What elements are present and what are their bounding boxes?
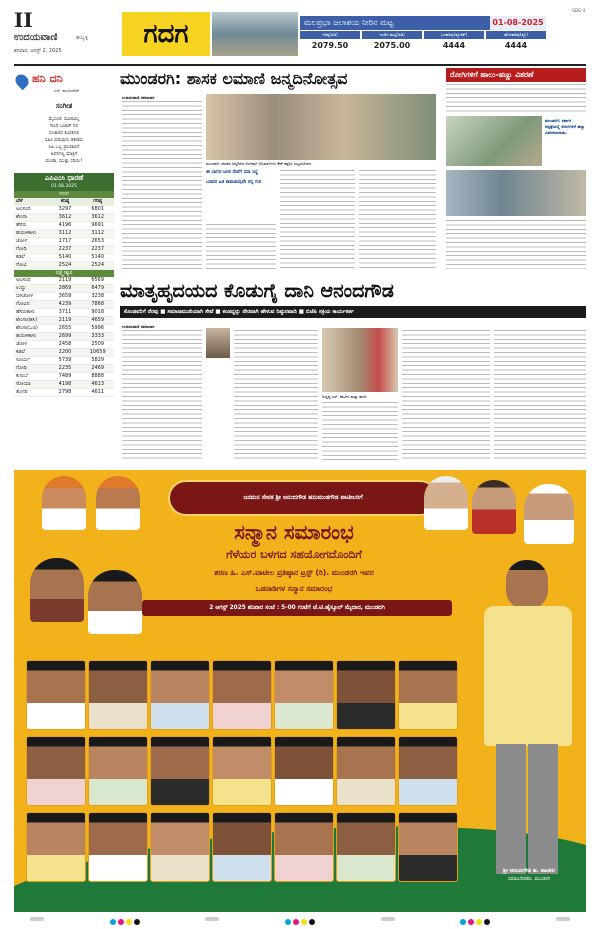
table-row: [14, 230, 114, 238]
crop-name: ಹೆಸರುಕಾಳು: [16, 309, 35, 315]
crop-name: ಹುರುಳಿಕಾಳು: [16, 333, 37, 339]
article1-col1: [122, 101, 202, 269]
dam-header: ಒಳಹರಿವು(ಕ್ಯೂಸೆಕ್): [424, 31, 484, 39]
article2-side: ಮುಂಡರಗಿ: ಸರ್ಕಾರಿ ಆಸ್ಪತ್ರೆಯಲ್ಲಿ ರೋಗಿಗಳಿಗೆ ಹಣ್ಣು ವಿತರಿಸಲಾಯಿತು.: [545, 118, 585, 135]
portrait-top-5: [524, 484, 574, 544]
article1-col4: [359, 170, 436, 269]
table-row: [14, 357, 114, 365]
city-box: [122, 12, 210, 56]
quote-2: ಬಡವರ ಹಿತ ಕಾಪಾಡುವುದೇ ನನ್ನ ಗುರಿ: [206, 180, 262, 185]
city-name: ಗದಗ: [143, 19, 189, 49]
color-dots: [109, 910, 141, 929]
date-line: ಶನಿವಾರ, ಆಗಸ್ಟ್ 2, 2025: [14, 48, 62, 54]
min-price: 4196: [58, 222, 72, 228]
crop-name: ಅಲಸಂದಿ: [16, 206, 31, 212]
crop-name: ಅಲಸಂದಿ: [16, 277, 31, 283]
honoree-portrait: [88, 736, 148, 806]
max-price: 3238: [91, 293, 105, 299]
honoree-portrait: [212, 812, 272, 882]
max-price: 6569: [91, 277, 105, 283]
crop-name: ಉದ್ದು: [16, 285, 26, 291]
article3-col2: [234, 330, 318, 460]
honoree-portrait: [336, 736, 396, 806]
article1-byline: ಉದಯವಾಣಿ ಸಮಾಚಾರ: [122, 95, 155, 100]
paper-name: ಉದಯವಾಣಿ: [14, 32, 58, 43]
crop-name: ಕಡಲೆ: [16, 349, 25, 355]
honoree-portrait: [26, 660, 86, 730]
honoree-portrait: [336, 812, 396, 882]
max-price: 4611: [91, 389, 105, 395]
signature-name: ಶ್ರೀ ಆನಂದಗೌಡ ಹ. ಪಾಟೀಲ: [503, 868, 555, 874]
section-label: ಸಂಗೀತ: [55, 102, 73, 110]
min-price: 2458: [58, 341, 72, 347]
min-price: 2235: [58, 365, 72, 371]
min-price: 2798: [58, 389, 72, 395]
article3-col3: [322, 402, 398, 460]
reg-mark: [205, 917, 219, 921]
portrait-top-4: [472, 480, 516, 534]
table-row: [14, 309, 114, 317]
max-price: 5829: [91, 357, 105, 363]
article3-portrait: [206, 328, 230, 358]
min-price: 2119: [58, 317, 72, 323]
dam-table: [300, 31, 546, 53]
min-price: 3297: [58, 206, 72, 212]
max-price: 4613: [91, 381, 105, 387]
poem-line: ಮಂಡಾ, ಮುತ್ತು ಸರಿಯಿ?: [45, 159, 83, 164]
table-row: [14, 238, 114, 246]
honoree-portrait: [88, 812, 148, 882]
min-price: 7489: [58, 373, 72, 379]
article2-text: [446, 84, 586, 114]
min-price: 3659: [58, 293, 72, 299]
portrait-mid-1: [30, 558, 84, 622]
brand-box: [14, 68, 114, 98]
crop-name: ಗೋಧಿ: [16, 246, 27, 252]
ad-line-1: ಗೆಳೆಯರ ಬಳಗದ ಸಹಯೋಗದೊಂದಿಗೆ: [226, 548, 362, 561]
top-code: GDG 4: [572, 8, 586, 13]
max-price: 8888: [91, 373, 105, 379]
min-price: 3112: [58, 230, 72, 236]
crop-name: ಗೋವಿನ: [16, 301, 30, 307]
portrait-top-2: [96, 476, 140, 530]
honoree-portrait: [212, 736, 272, 806]
dam-photo: [212, 12, 298, 56]
honoree-portrait: [398, 812, 458, 882]
max-price: 2237: [91, 246, 105, 252]
color-dots: [459, 910, 491, 929]
article1-photo: [206, 94, 436, 160]
quote-box: [206, 170, 276, 222]
table-row: [14, 285, 114, 293]
honoree-portrait: [26, 736, 86, 806]
honoree-portrait: [150, 812, 210, 882]
crop-name: ಜೋಳ: [16, 341, 27, 347]
honoree-portrait: [336, 660, 396, 730]
honoree-grid: [26, 660, 462, 882]
crop-name: ಶೇಂಗಾ: [16, 214, 28, 220]
min-price: 2119: [58, 277, 72, 283]
honoree-portrait: [150, 660, 210, 730]
honoree-portrait: [26, 812, 86, 882]
table-row: [14, 325, 114, 333]
min-price: 4198: [58, 381, 72, 387]
max-price: 2524: [91, 262, 105, 268]
poem-line: ಅವನಿಗಲ್ಲ ಮಾತ್ರಿಗೆ: [50, 152, 78, 157]
max-price: 3112: [91, 230, 105, 236]
article3-byline: ಉದಯವಾಣಿ ಸಮಾಚಾರ: [122, 324, 155, 329]
dam-title: ಮಲಪ್ರಭಾ ಜಲಾಶಯ ನೀರಿನ ಮಟ್ಟ: [300, 16, 490, 30]
article1-caption: ಮುಂಡರಗಿ: ಶಾಸಕರ ಜನ್ಮದಿನದ ಅಂಗವಾಗಿ ಅಭಿಮಾನಿಗಳು ಕೇಕ್ ಕತ್ತರಿಸಿ ಸಂಭ್ರಮಿಸಿದರು.: [206, 161, 313, 166]
article3-col5: [494, 330, 586, 460]
min-price: 2524: [58, 262, 72, 268]
masthead: [14, 8, 586, 62]
dam-date: 01-08-2025: [490, 16, 546, 30]
table-row: [14, 206, 114, 214]
crop-name: ಕುಸುಬೆ: [16, 373, 28, 379]
max-price: 3612: [91, 214, 105, 220]
table-row: [14, 333, 114, 341]
max-price: 3333: [91, 333, 105, 339]
article3-caption: ಅಣ್ಣಪ್ಪ ಎಸ್. ಪಾಟೀಲ ಮತ್ತು ತಾಯಿ: [322, 394, 367, 399]
apmc-date: 01.08.2025: [51, 184, 77, 189]
sidebar: [14, 68, 114, 466]
min-price: 4239: [58, 301, 72, 307]
crop-name: ಗೋಧಿ: [16, 365, 27, 371]
portrait-mid-2: [88, 570, 142, 634]
max-price: 2653: [91, 238, 105, 244]
table-row: [14, 317, 114, 325]
honoree-portrait: [150, 736, 210, 806]
lakshmeshwar-rows: [14, 277, 114, 397]
article1-col3: [280, 170, 355, 269]
poem-line: ಮೈಸೂರು ಸಾವಿರವಿಲ್ಲ: [48, 117, 80, 122]
brand-sub: ಎಸ್. ಮಂಜುನಾಥ್: [54, 88, 80, 93]
crop-name: ಶೇಂಗಾ(ಹಸಿ): [16, 317, 38, 323]
quote-1: ಈ ಭಾಗದ ಜನರ ಸೇವೆಗೆ ಸದಾ ಸಿದ್ಧ: [206, 170, 258, 175]
dam-value: 2079.50: [311, 41, 349, 50]
table-row: [14, 222, 114, 230]
reg-mark: [381, 917, 395, 921]
ad-banner: [168, 480, 438, 516]
table-row: [14, 373, 114, 381]
crop-name: ಸೋಯಾ: [16, 381, 31, 387]
article2-photo-1: [446, 116, 542, 166]
col-header: ಕನಿಷ್ಠ: [60, 198, 70, 204]
advertisement: [14, 470, 586, 912]
table-row: [14, 293, 114, 301]
poem-line: ಸಹಿಸಿ ಬಿಡುವುದು ತಕರಾರು: [44, 138, 84, 143]
crop-name: ಶೇಂಗಾ(ಒಣ): [16, 325, 38, 331]
article2-text-2: [446, 220, 586, 269]
reg-mark: [556, 917, 570, 921]
max-price: 9691: [91, 222, 105, 228]
headline-3-sub: ಕೊಂಡವರಿಗೆ ನೆರವು ■ ಸಮಾಜಮುಖಿಯಾಗಿ ಸೇವೆ ■ ಕಂಡದ್ದನ್ನು ನೇರವಾಗಿ ಹೇಳುವ ನಿಷ್ಠುರವಾದಿ ■ ಬಿಜೆಪಿ ಸಕ್ರಿಯ ಕಾರ್ಯಕರ್ತ: [120, 306, 586, 318]
ad-banner-text: ಜನಮನ ಸೇವಕ ಶ್ರೀ ಆನಂದಗೌಡ ಹನುಮಂತಗೌಡ ಪಾಟೀಲರಿಗೆ: [243, 494, 363, 501]
max-price: 2469: [91, 365, 105, 371]
crop-name: ಗೋವಿ: [16, 262, 27, 268]
table-row: [14, 277, 114, 285]
main-portrait: [466, 560, 586, 890]
print-marks: [30, 915, 570, 923]
table-row: [14, 246, 114, 254]
crop-name: ಬಿಳಿಜೋಳ: [16, 293, 33, 299]
table-row: [14, 365, 114, 373]
ad-line-2: ಶರಣ ಹಿ. ಎಸ್.ಪಾಟೀಲ ಪ್ರತಿಷ್ಠಾನ ಟ್ರಸ್ಟ್ (ರಿ). ಮುಂಡರಗಿ ಇವರ: [214, 568, 374, 577]
max-price: 6479: [91, 285, 105, 291]
ad-date-bar: 2 ಆಗಸ್ಟ್ 2025 ಶನಿವಾರ ಸಂಜೆ : 5-00 ಗಂಟೆಗೆ ಜೆ.ಟಿ.ಹೈಸ್ಕೂಲ್ ಮೈದಾನ, ಮುಂಡರಗಿ: [142, 600, 452, 616]
table-row: [14, 389, 114, 397]
table-row: [14, 349, 114, 357]
article3-col1: [122, 330, 202, 460]
min-price: 5140: [58, 254, 72, 260]
honoree-portrait: [398, 660, 458, 730]
dam-header: ಹೊರಹರಿವು(ಕ್ಯೂ): [486, 31, 546, 39]
crop-name: ಕಡಲೆ: [16, 254, 25, 260]
honoree-portrait: [274, 736, 334, 806]
dam-value: 4444: [504, 41, 528, 50]
headline-1: ಮುಂಡರಗಿ: ಶಾಸಕ ಲಮಾಣಿ ಜನ್ಮದಿನೋತ್ಸವ: [120, 69, 348, 88]
brand-name: ಹನಿ ದನಿ: [32, 72, 63, 85]
min-price: 3612: [58, 214, 72, 220]
table-row: [14, 301, 114, 309]
reg-mark: [30, 917, 44, 921]
max-price: 5140: [91, 254, 105, 260]
apmc-title: ಎಪಿಎಂಸಿ ಧಾರಣೆ: [44, 174, 84, 182]
max-price: 4659: [91, 317, 105, 323]
min-price: 3711: [58, 309, 72, 315]
crop-name: ಹುರುಳಿಕಾಳು: [16, 230, 37, 236]
crop-name: ತೊಗರಿ: [16, 389, 28, 395]
poem-line: ಸಂಚಾರದ ಕುಣಿತದಲಿ: [48, 131, 80, 136]
col-header: ಬೆಳೆ: [16, 198, 23, 204]
ad-line-3: ಒಡನಾಡಿಗಳ ಸನ್ಮಾನ ಸಮಾರಂಭ: [255, 584, 333, 593]
dam-header: ಇಂದಿನ ಮಟ್ಟ(ಅಡಿ): [362, 31, 422, 39]
min-price: 2869: [58, 285, 72, 291]
max-price: 6801: [91, 206, 105, 212]
col-header: ಗರಿಷ್ಠ: [93, 198, 103, 204]
portrait-top-3: [424, 476, 468, 530]
honoree-portrait: [274, 812, 334, 882]
table-header: [14, 198, 114, 206]
article3-col4: [402, 330, 490, 460]
crop-name: ಜೋಳ: [16, 238, 27, 244]
min-price: 2237: [58, 246, 72, 252]
max-price: 2509: [91, 341, 105, 347]
poem: [14, 116, 114, 165]
dam-value: 4444: [442, 41, 466, 50]
min-price: 1717: [58, 238, 72, 244]
gadag-label: ಗದಗ: [14, 191, 114, 198]
min-price: 2200: [58, 349, 72, 355]
drop-icon: [13, 72, 31, 90]
max-price: 5996: [91, 325, 105, 331]
headline-3: [120, 277, 586, 305]
dam-header: ಗರಿಷ್ಠ(ಅಡಿ): [300, 31, 360, 39]
crop-name: ಹೆಸರು: [16, 222, 27, 228]
gadag-rows: [14, 206, 114, 270]
poem-line: ಗಾಂಧಿ ಬಜಾರ್ ದಿನ: [49, 124, 79, 129]
honoree-portrait: [274, 660, 334, 730]
masthead-rule: [14, 64, 586, 66]
table-row: [14, 262, 114, 270]
color-dots: [284, 910, 316, 929]
headline-3-text: ಮಾತೃಹೃದಯದ ಕೊಡುಗೈ ದಾನಿ ಆನಂದಗೌಡ: [120, 280, 394, 302]
table-row: [14, 381, 114, 389]
ad-title: ಸನ್ಮಾನ ಸಮಾರಂಭ: [234, 520, 354, 544]
max-price: 10659: [89, 349, 106, 355]
min-price: 2655: [58, 325, 72, 331]
table-row: [14, 341, 114, 349]
honoree-portrait: [398, 736, 458, 806]
table-row: [14, 214, 114, 222]
signature-sub: ಸಮಾಜಸೇವಕರು, ಮುಂಡರಗಿ: [507, 877, 551, 882]
headline-2: ರೋಗಿಗಳಿಗೆ ಹಾಲು-ಹಣ್ಣು ವಿತರಣೆ: [446, 68, 586, 82]
poem-line: ಸಿಹಿ ಒಬ್ಬ ಪ್ರಾಣಿಕವಿದೆ: [48, 145, 80, 150]
apmc-header: [14, 173, 114, 191]
page-number: II: [14, 8, 33, 32]
honoree-portrait: [212, 660, 272, 730]
edition: ಹುಬ್ಬಳ್ಳಿ: [76, 35, 89, 41]
article3-photo: [322, 328, 398, 392]
max-price: 9018: [91, 309, 105, 315]
min-price: 2699: [58, 333, 72, 339]
article2-photo-2: [446, 170, 586, 216]
table-row: [14, 254, 114, 262]
dam-value: 2075.00: [373, 41, 411, 50]
max-price: 7868: [91, 301, 105, 307]
honoree-portrait: [88, 660, 148, 730]
portrait-top-1: [42, 476, 86, 530]
article1-col2: [206, 224, 276, 269]
crop-name: ಸೂರ್ಯ: [16, 357, 30, 363]
min-price: 5739: [58, 357, 72, 363]
lakshmeshwar-label: ಲಕ್ಷ್ಮೇಶ್ವರ: [14, 270, 114, 277]
